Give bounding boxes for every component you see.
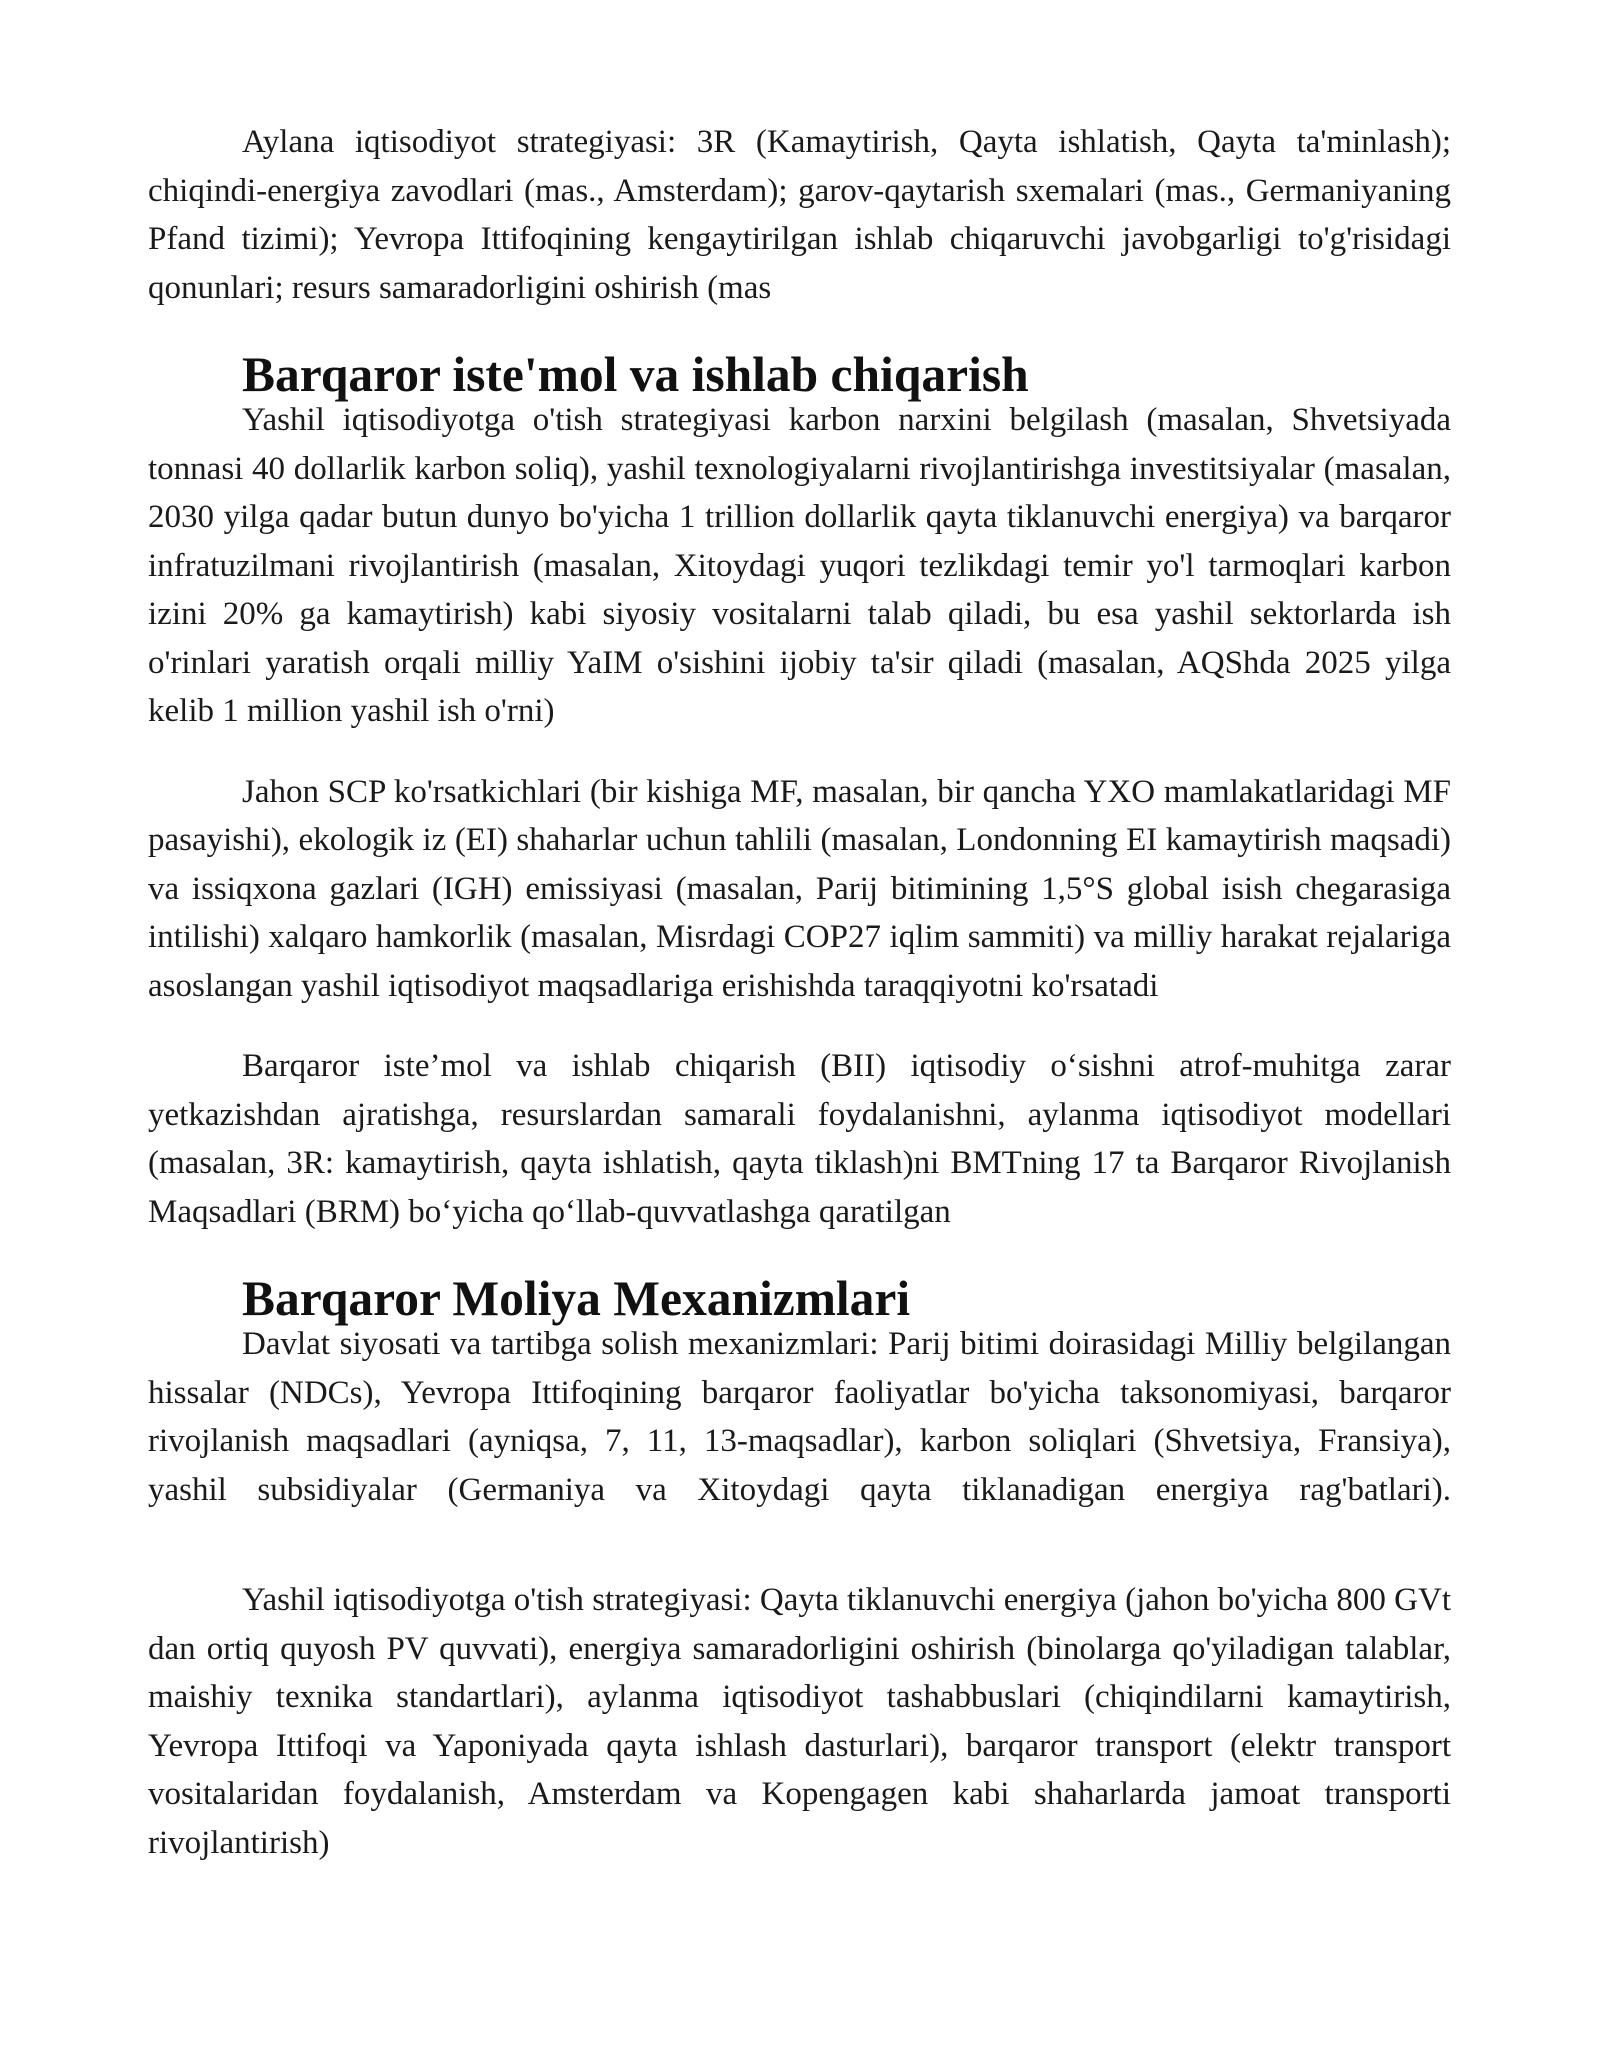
- paragraph-bii-definition: Barqaror iste’mol va ishlab chiqarish (BII) iqtisodiy o‘sishni atrof-muhitga zarar yetkazishdan ajratishga, resurslardan samarali foydalanishni, aylanma iqtisodiyot modellari (masalan, 3R: kamaytirish, qayta ishlatish, qayta tiklash)ni BMTning 17 ta Barqaror Rivojlanish Maqsadlari (BRM) bo‘yicha qo‘llab-quvvatlashga qaratilgan: [148, 1048, 1451, 1230]
- paragraph-scp-indicators: Jahon SCP ko'rsatkichlari (bir kishiga MF, masalan, bir qancha YXO mamlakatlaridagi MF pasayishi), ekologik iz (EI) shaharlar uchun tahlili (masalan, Londonning EI kamaytirish maqsadi) va issiqxona gazlari (IGH) emissiyasi (masalan, Parij bitimining 1,5°S global isish chegarasiga intilishi) xalqaro hamkorlik (masalan, Misrdagi COP27 iqlim sammiti) va milliy harakat rejalariga asoslangan yashil iqtisodiyot maqsadlariga erishishda taraqqiyotni ko'rsatadi: [148, 773, 1451, 1004]
- document-page: [148, 118, 1451, 1867]
- paragraph-policy-mechanisms: Davlat siyosati va tartibga solish mexanizmlari: Parij bitimi doirasidagi Milliy belgilangan hissalar (NDCs), Yevropa Ittifoqining barqaror faoliyatlar bo'yicha taksonomiyasi, barqaror rivojlanish maqsadlari (ayniqsa, 7, 11, 13-maqsadlar), karbon soliqlari (Shvetsiya, Fransiya), yashil subsidiyalar (Germaniya va Xitoydagi qayta tiklanadigan energiya rag'batlari).: [148, 1326, 1451, 1508]
- paragraph-spacer: [148, 736, 1451, 768]
- paragraph-green-transition-strategy: Yashil iqtisodiyotga o'tish strategiyasi: Qayta tiklanuvchi energiya (jahon bo'yicha 800 GVt dan ortiq quyosh PV quvvati), energiya samaradorligini oshirish (binolarga qo'yiladigan talablar, maishiy texnika standartlari), aylanma iqtisodiyot tashabbuslari (chiqindilarni kamaytirish, Yevropa Ittifoqi va Yaponiyada qayta ishlash dasturlari), barqaror transport (elektr transport vositalaridan foydalanish, Amsterdam va Kopengagen kabi shaharlarda jamoat transporti rivojlantirish): [148, 1582, 1451, 1861]
- paragraph-green-transition-policy: Yashil iqtisodiyotga o'tish strategiyasi karbon narxini belgilash (masalan, Shvetsiyada tonnasi 40 dollarlik karbon soliq), yashil texnologiyalarni rivojlantirishga investitsiyalar (masalan, 2030 yilga qadar butun dunyo bo'yicha 1 trillion dollarlik qayta tiklanuvchi energiya) va barqaror infratuzilmani rivojlantirish (masalan, Xitoydagi yuqori tezlikdagi temir yo'l tarmoqlari karbon izini 20% ga kamaytirish) kabi siyosiy vositalarni talab qiladi, bu esa yashil sektorlarda ish o'rinlari yaratish orqali milliy YaIM o'sishini ijobiy ta'sir qiladi (masalan, AQShda 2025 yilga kelib 1 million yashil ish o'rni): [148, 402, 1451, 729]
- heading-sustainable-finance: Barqaror Moliya Mexanizmlari: [242, 1271, 911, 1326]
- paragraph-spacer: [148, 1010, 1451, 1042]
- paragraph-spacer: [148, 1514, 1451, 1576]
- heading-sustainable-consumption: Barqaror iste'mol va ishlab chiqarish: [242, 347, 1029, 402]
- paragraph-circular-economy: Aylana iqtisodiyot strategiyasi: 3R (Kamaytirish, Qayta ishlatish, Qayta ta'minlash); chiqindi-energiya zavodlari (mas., Amsterdam); garov-qaytarish sxemalari (mas., Germaniyaning Pfand tizimi); Yevropa Ittifoqining kengaytirilgan ishlab chiqaruvchi javobgarligi to'g'risidagi qonunlari; resurs samaradorligini oshirish (mas: [148, 124, 1451, 306]
